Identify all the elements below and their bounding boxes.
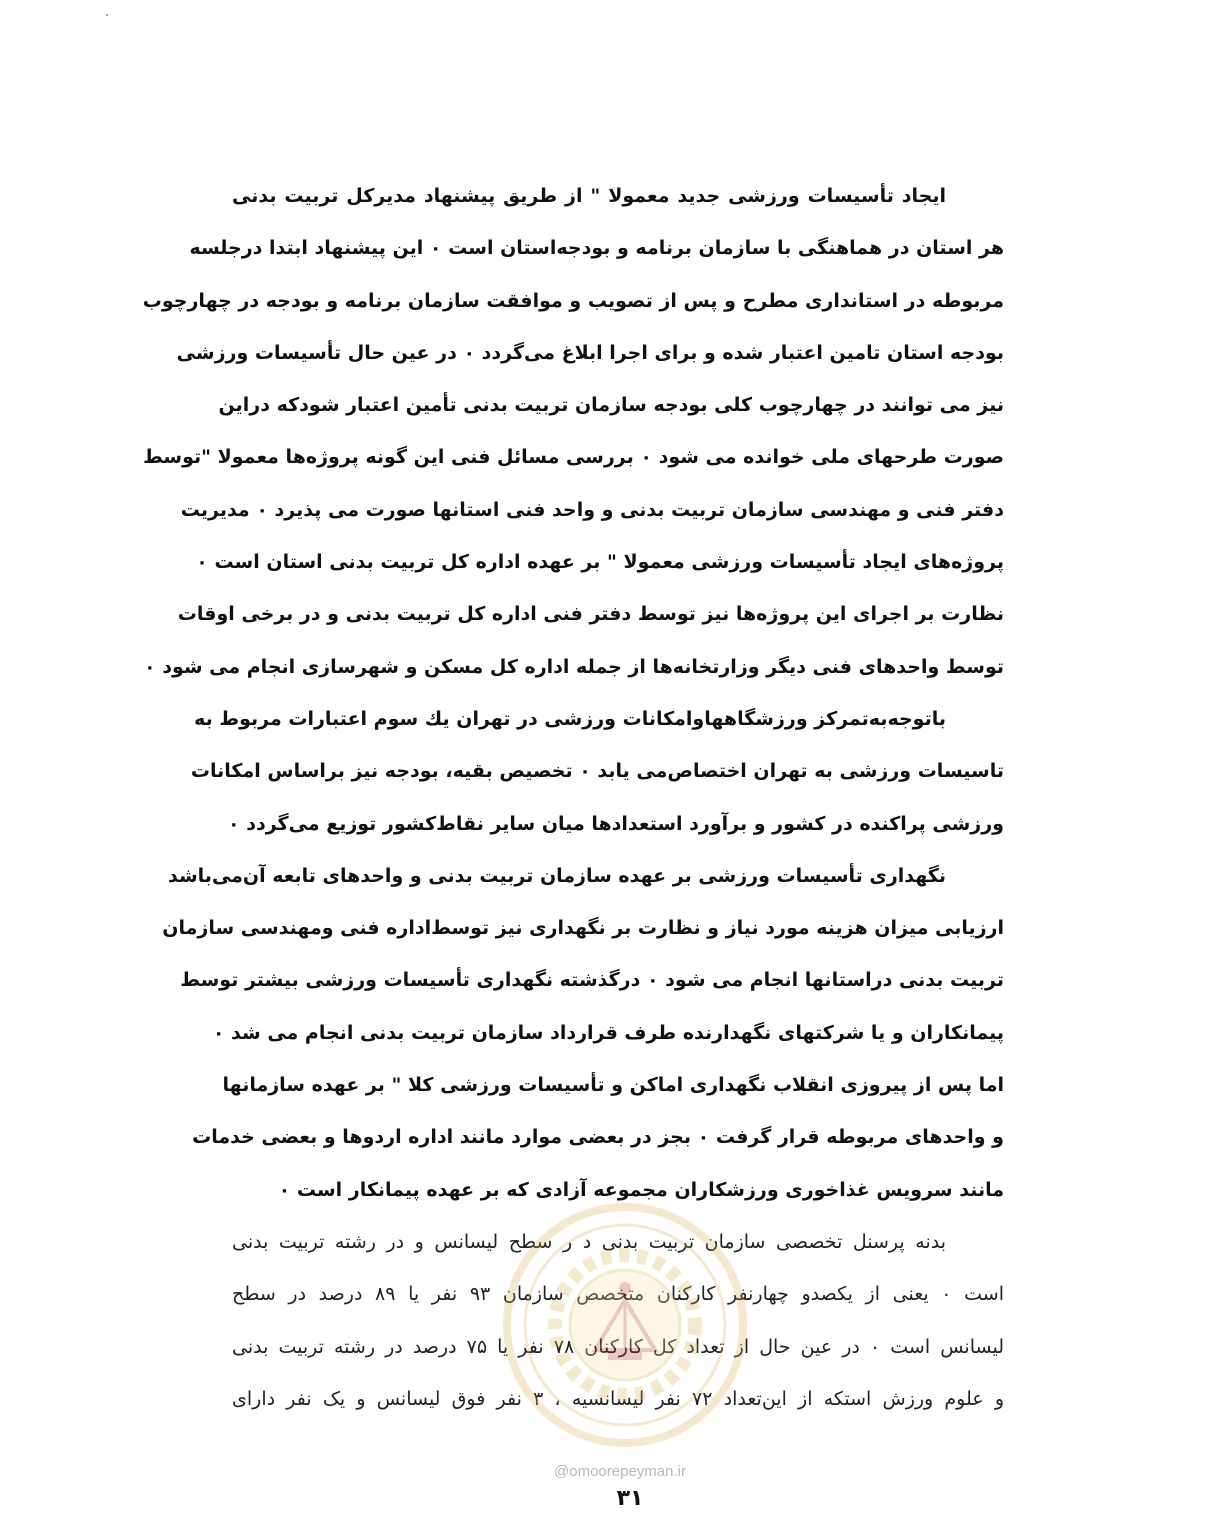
text-line: مربوطه در استانداری مطرح و پس از تصویب و موافقت سازمان برنامه و بودجه در چهارچوب	[142, 289, 1004, 312]
text-line: دفتر فنی و مهندسی سازمان تربیت بدنی و واحد فنی استانها صورت می پذیرد ۰ مدیریت	[180, 498, 1004, 521]
text-line: و علوم ورزش استکه از این‌تعداد ۷۲ نفر لیسانسیه ، ۳ نفر فوق لیسانس و یک نفر دارای	[232, 1387, 1004, 1410]
scan-speck	[106, 14, 108, 16]
text-line: باتوجه‌به‌تمرکز ورزشگاهها‌وامکانات ورزشی در تهران یك سوم اعتبارات مربوط به	[194, 707, 946, 730]
text-line: تاسیسات ورزشی به تهران اختصاص‌می یابد ۰ تخصیص بقیه، بودجه نیز براساس امکانات	[190, 760, 1004, 783]
text-line: تربیت بدنی دراستانها انجام می شود ۰ درگذشته نگهداری تأسیسات ورزشی بیشتر توسط	[180, 969, 1004, 992]
text-line: پیمانکاران و یا شرکتهای نگهدارنده طرف قرارداد سازمان تربیت بدنی انجام می شد ۰	[212, 1021, 1004, 1044]
text-line: بدنه پرسنل تخصصی سازمان تربیت بدنی د ر سطح لیسانس و در رشته تربیت بدنی	[232, 1230, 946, 1253]
seal-watermark-icon	[500, 1200, 750, 1450]
text-line: لیسانس است ۰ در عین حال از تعداد کل کارکنان ۷۸ نفر یا ۷۵ درصد در رشته تربیت بدنی	[232, 1335, 1004, 1358]
text-line: صورت طرحهای ملی خوانده می شود ۰ بررسی مسائل فنی این گونه پروژه‌ها معمولا "توسط	[143, 446, 1004, 469]
text-line: توسط واحدهای فنی دیگر وزارتخانه‌ها از جمله اداره کل مسکن و شهرسازی انجام می شود ۰	[143, 655, 1004, 678]
text-line: ایجاد تأسیسات ورزشی جدید معمولا " از طریق پیشنهاد مدیرکل تربیت بدنی	[232, 185, 946, 207]
website-watermark: @omoorepeyman.ir	[554, 1463, 686, 1480]
text-line: ارزیابی میزان هزینه مورد نیاز و نظارت بر نگهداری نیز توسط‌اداره فنی ومهندسی سازمان	[162, 917, 1004, 940]
page-number: ۳۱	[616, 1486, 644, 1511]
text-line: بودجه استان تامین اعتبار شده و برای اجرا ابلاغ می‌گردد ۰ در عین حال تأسیسات ورزشی	[176, 341, 1004, 364]
text-line: و واحدهای مربوطه قرار گرفت ۰ بجز در بعضی موارد مانند اداره اردوها و بعضی خدمات	[192, 1126, 1004, 1149]
text-line: نیز می توانند در چهارچوب کلی بودجه سازمان تربیت بدنی تأمین اعتبار شودکه دراین	[218, 394, 1004, 417]
text-line: مانند سرویس غذاخوری ورزشکاران مجموعه آزادی که بر عهده پیمانکار است ۰	[278, 1178, 1004, 1201]
text-line: پروژه‌های ایجاد تأسیسات ورزشی معمولا " بر عهده اداره کل تربیت بدنی استان است ۰	[196, 551, 1004, 574]
text-line: نظارت بر اجرای این پروژه‌ها نیز توسط دفتر فنی اداره کل تربیت بدنی و در برخی اوقات	[177, 603, 1004, 626]
text-line: ورزشی پراکنده در کشور و برآورد استعدادها میان سایر نقاط‌کشور توزیع می‌گردد ۰	[228, 812, 1004, 835]
text-line: هر استان در هماهنگی با سازمان برنامه و بودجه‌استان است ۰ این پیشنهاد ابتدا درجلسه	[189, 237, 1004, 260]
text-line: اما پس از پیروزی انقلاب نگهداری اماکن و تأسیسات ورزشی کلا " بر عهده سازمانها	[222, 1074, 1004, 1097]
text-line: است ۰ یعنی از یکصدو چهارنفر کارکنان متخصص سازمان ۹۳ نفر یا ۸۹ درصد در سطح	[232, 1283, 1004, 1306]
text-line: نگهداری تأسیسات ورزشی بر عهده سازمان تربیت بدنی و واحدهای تابعه آن‌می‌باشد	[168, 864, 946, 887]
